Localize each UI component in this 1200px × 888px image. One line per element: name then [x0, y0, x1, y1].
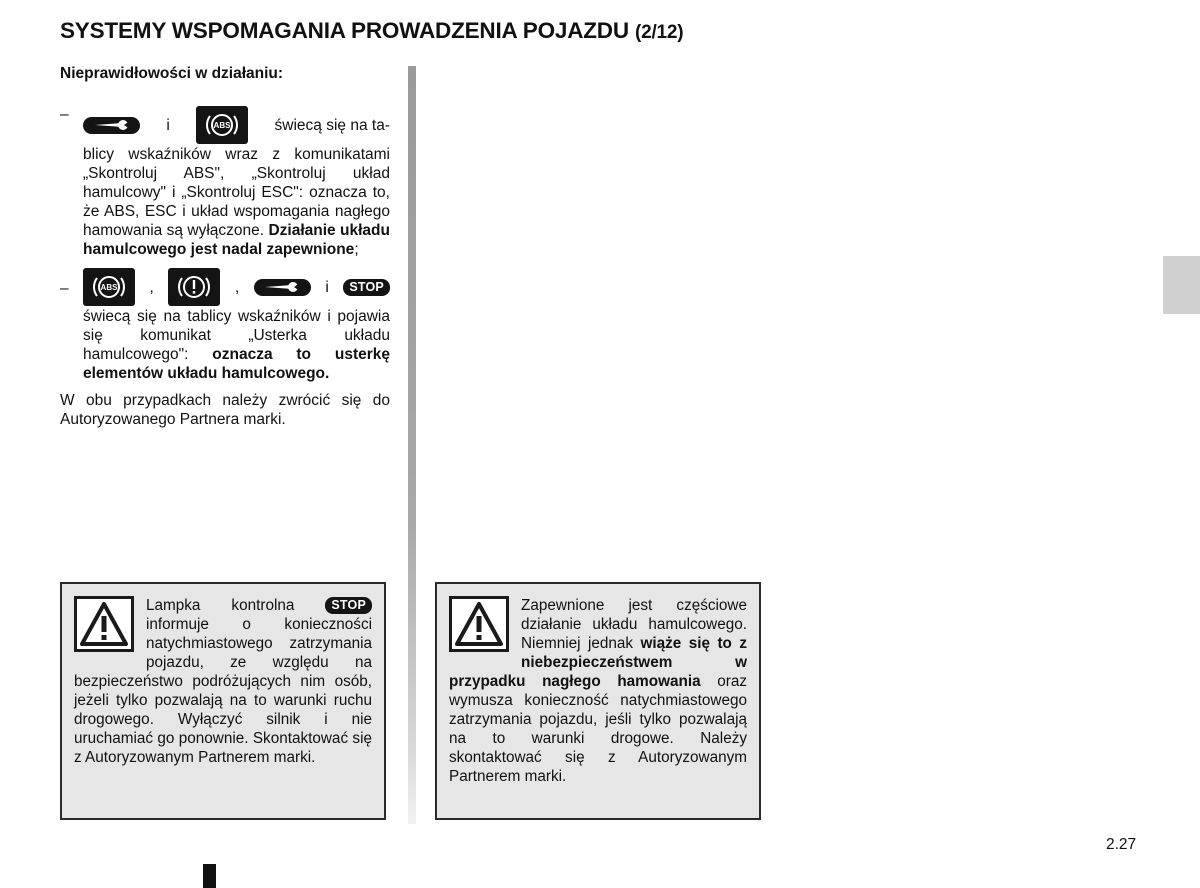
connector-and: i — [166, 116, 170, 134]
list-item-1-lead-text: świecą się na ta- — [274, 116, 390, 134]
list-item-1 — [60, 105, 390, 259]
column-separator — [408, 66, 416, 824]
list-item-2 — [60, 267, 390, 383]
stop-icon: STOP — [325, 597, 372, 614]
comma: , — [234, 278, 240, 296]
page-title-main: SYSTEMY WSPOMAGANIA PROWADZENIA POJAZDU — [60, 18, 629, 43]
warning-triangle-icon — [449, 596, 509, 652]
warning-box-partial-bold: wiąże się to z niebezpieczeństwem w przypadku nagłego hamowania — [449, 635, 747, 690]
list-item-1-end: ; — [354, 241, 359, 258]
comma: , — [149, 278, 154, 296]
warning-box-stop-body: informuje o konieczności natychmiastowego zatrzymania pojazdu, ze względu na bezpieczeństwo podróżujących nim osób, jeżeli tylko pozwalają na to warunki ruchu drogowego. Wyłączyć silnik i nie uruchamiać go ponownie. Skontaktować się z Autoryzowanym Partnerem marki. — [74, 616, 372, 766]
closing-paragraph: W obu przypadkach należy zwrócić się do Autoryzowanego Partnera marki. — [60, 392, 390, 428]
list-item-2-icon-row — [83, 267, 390, 307]
abs-icon — [83, 268, 135, 306]
list-item-1-body — [83, 145, 390, 259]
warning-box-partial-body: oraz wymusza konieczność natychmiastowego zatrzymania pojazdu, jeśli tylko pozwalają na to warunki drogowe. Należy skontaktować się z Autoryzowanym Partnerem marki. — [449, 673, 747, 785]
list-item-1-text: blicy wskaźników wraz z komunikatami „Skontroluj ABS", „Skontroluj układ hamulcowy" i „Skontroluj ESC": oznacza to, że ABS, ESC i układ wspomagania nagłego hamowania są wyłączone. — [83, 146, 390, 239]
warning-box-stop-lead: Lampka kontrolna — [146, 597, 295, 614]
warning-box-stop — [60, 582, 386, 820]
connector-and: i — [325, 278, 329, 296]
wrench-icon — [83, 117, 140, 134]
brake-icon — [168, 268, 220, 306]
list-dash: – — [60, 106, 69, 123]
list-item-1-bold: Działanie układu hamulcowego jest nadal zapewnione — [83, 222, 390, 258]
page-title-part: (2/12) — [634, 22, 684, 43]
list-item-2-body — [83, 307, 390, 383]
page-number: 2.27 — [1106, 836, 1137, 853]
stop-icon: STOP — [343, 279, 390, 296]
page-title — [60, 18, 683, 44]
abs-icon-label: ABS — [100, 283, 118, 292]
list-item-2-bold: oznacza to usterkę elementów układu hamulcowego. — [83, 346, 390, 382]
list-item-1-icon-row — [83, 105, 390, 145]
bottom-marker — [203, 864, 216, 888]
abs-icon — [196, 106, 248, 144]
left-column — [60, 64, 390, 429]
list-item-2-text: świecą się na tablicy wskaźników i pojawia się komunikat „Usterka układu hamulcowego": — [83, 308, 390, 363]
warning-triangle-icon — [74, 596, 134, 652]
wrench-icon — [254, 279, 311, 296]
chapter-tab — [1163, 256, 1200, 314]
section-subheading: Nieprawidłowości w działaniu: — [60, 65, 284, 82]
warning-box-partial-lead: Zapewnione jest częściowe działanie układu hamulcowego. Niemniej jednak — [521, 597, 747, 652]
list-dash: – — [60, 280, 69, 297]
abs-icon-label: ABS — [213, 121, 231, 130]
warning-box-partial-braking — [435, 582, 761, 820]
